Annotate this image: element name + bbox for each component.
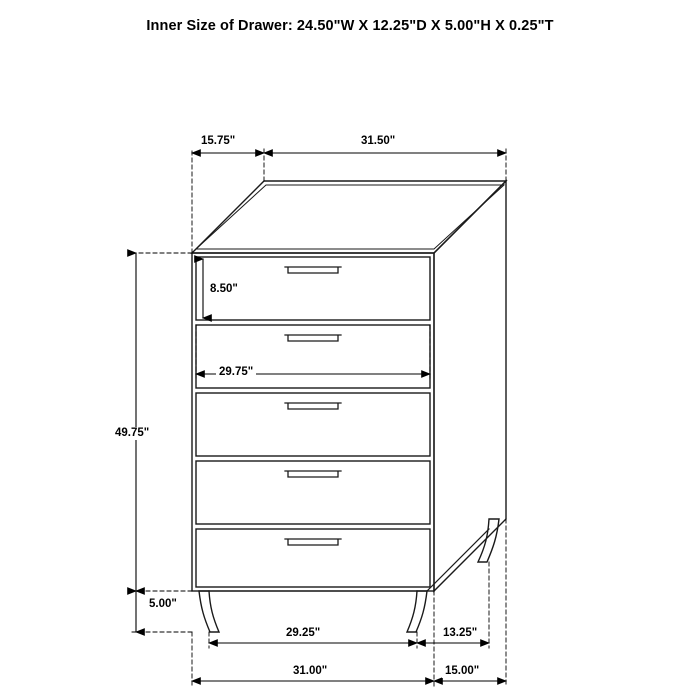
- leg-front-right: [407, 591, 427, 632]
- drawer-handles: [285, 267, 341, 545]
- cabinet-top-surface: [192, 181, 506, 253]
- leg-front-left: [199, 591, 219, 632]
- dim-label-base-side-depth: 13.25": [440, 627, 480, 640]
- cabinet-top-inner: [196, 185, 504, 249]
- dim-label-leg-height: 5.00": [146, 598, 180, 611]
- extension-lines: [131, 148, 506, 686]
- dim-label-cabinet-height: 49.75": [112, 427, 152, 440]
- drawer-group: [196, 257, 430, 587]
- dim-label-depth-top: 15.75": [198, 135, 238, 148]
- handle-2: [288, 336, 338, 341]
- leg-back-right: [478, 519, 499, 562]
- handle-1: [288, 268, 338, 273]
- page-title: Inner Size of Drawer: 24.50"W X 12.25"D X 5.00"H X 0.25"T: [146, 18, 554, 34]
- dim-label-drawer-width: 29.75": [216, 366, 256, 379]
- cabinet-right-side: [434, 181, 506, 591]
- dim-label-drawer-height: 8.50": [207, 283, 241, 296]
- legs-group: [199, 519, 499, 632]
- handle-4: [288, 472, 338, 477]
- drawer-5: [196, 529, 430, 587]
- handle-3: [288, 404, 338, 409]
- cabinet-front-face: [192, 253, 434, 591]
- side-rail: [427, 529, 489, 591]
- dim-label-overall-width: 31.00": [290, 665, 330, 678]
- handle-5: [288, 540, 338, 545]
- dim-label-overall-depth: 15.00": [442, 665, 482, 678]
- dim-label-base-front-width: 29.25": [283, 627, 323, 640]
- dim-label-width-top: 31.50": [358, 135, 398, 148]
